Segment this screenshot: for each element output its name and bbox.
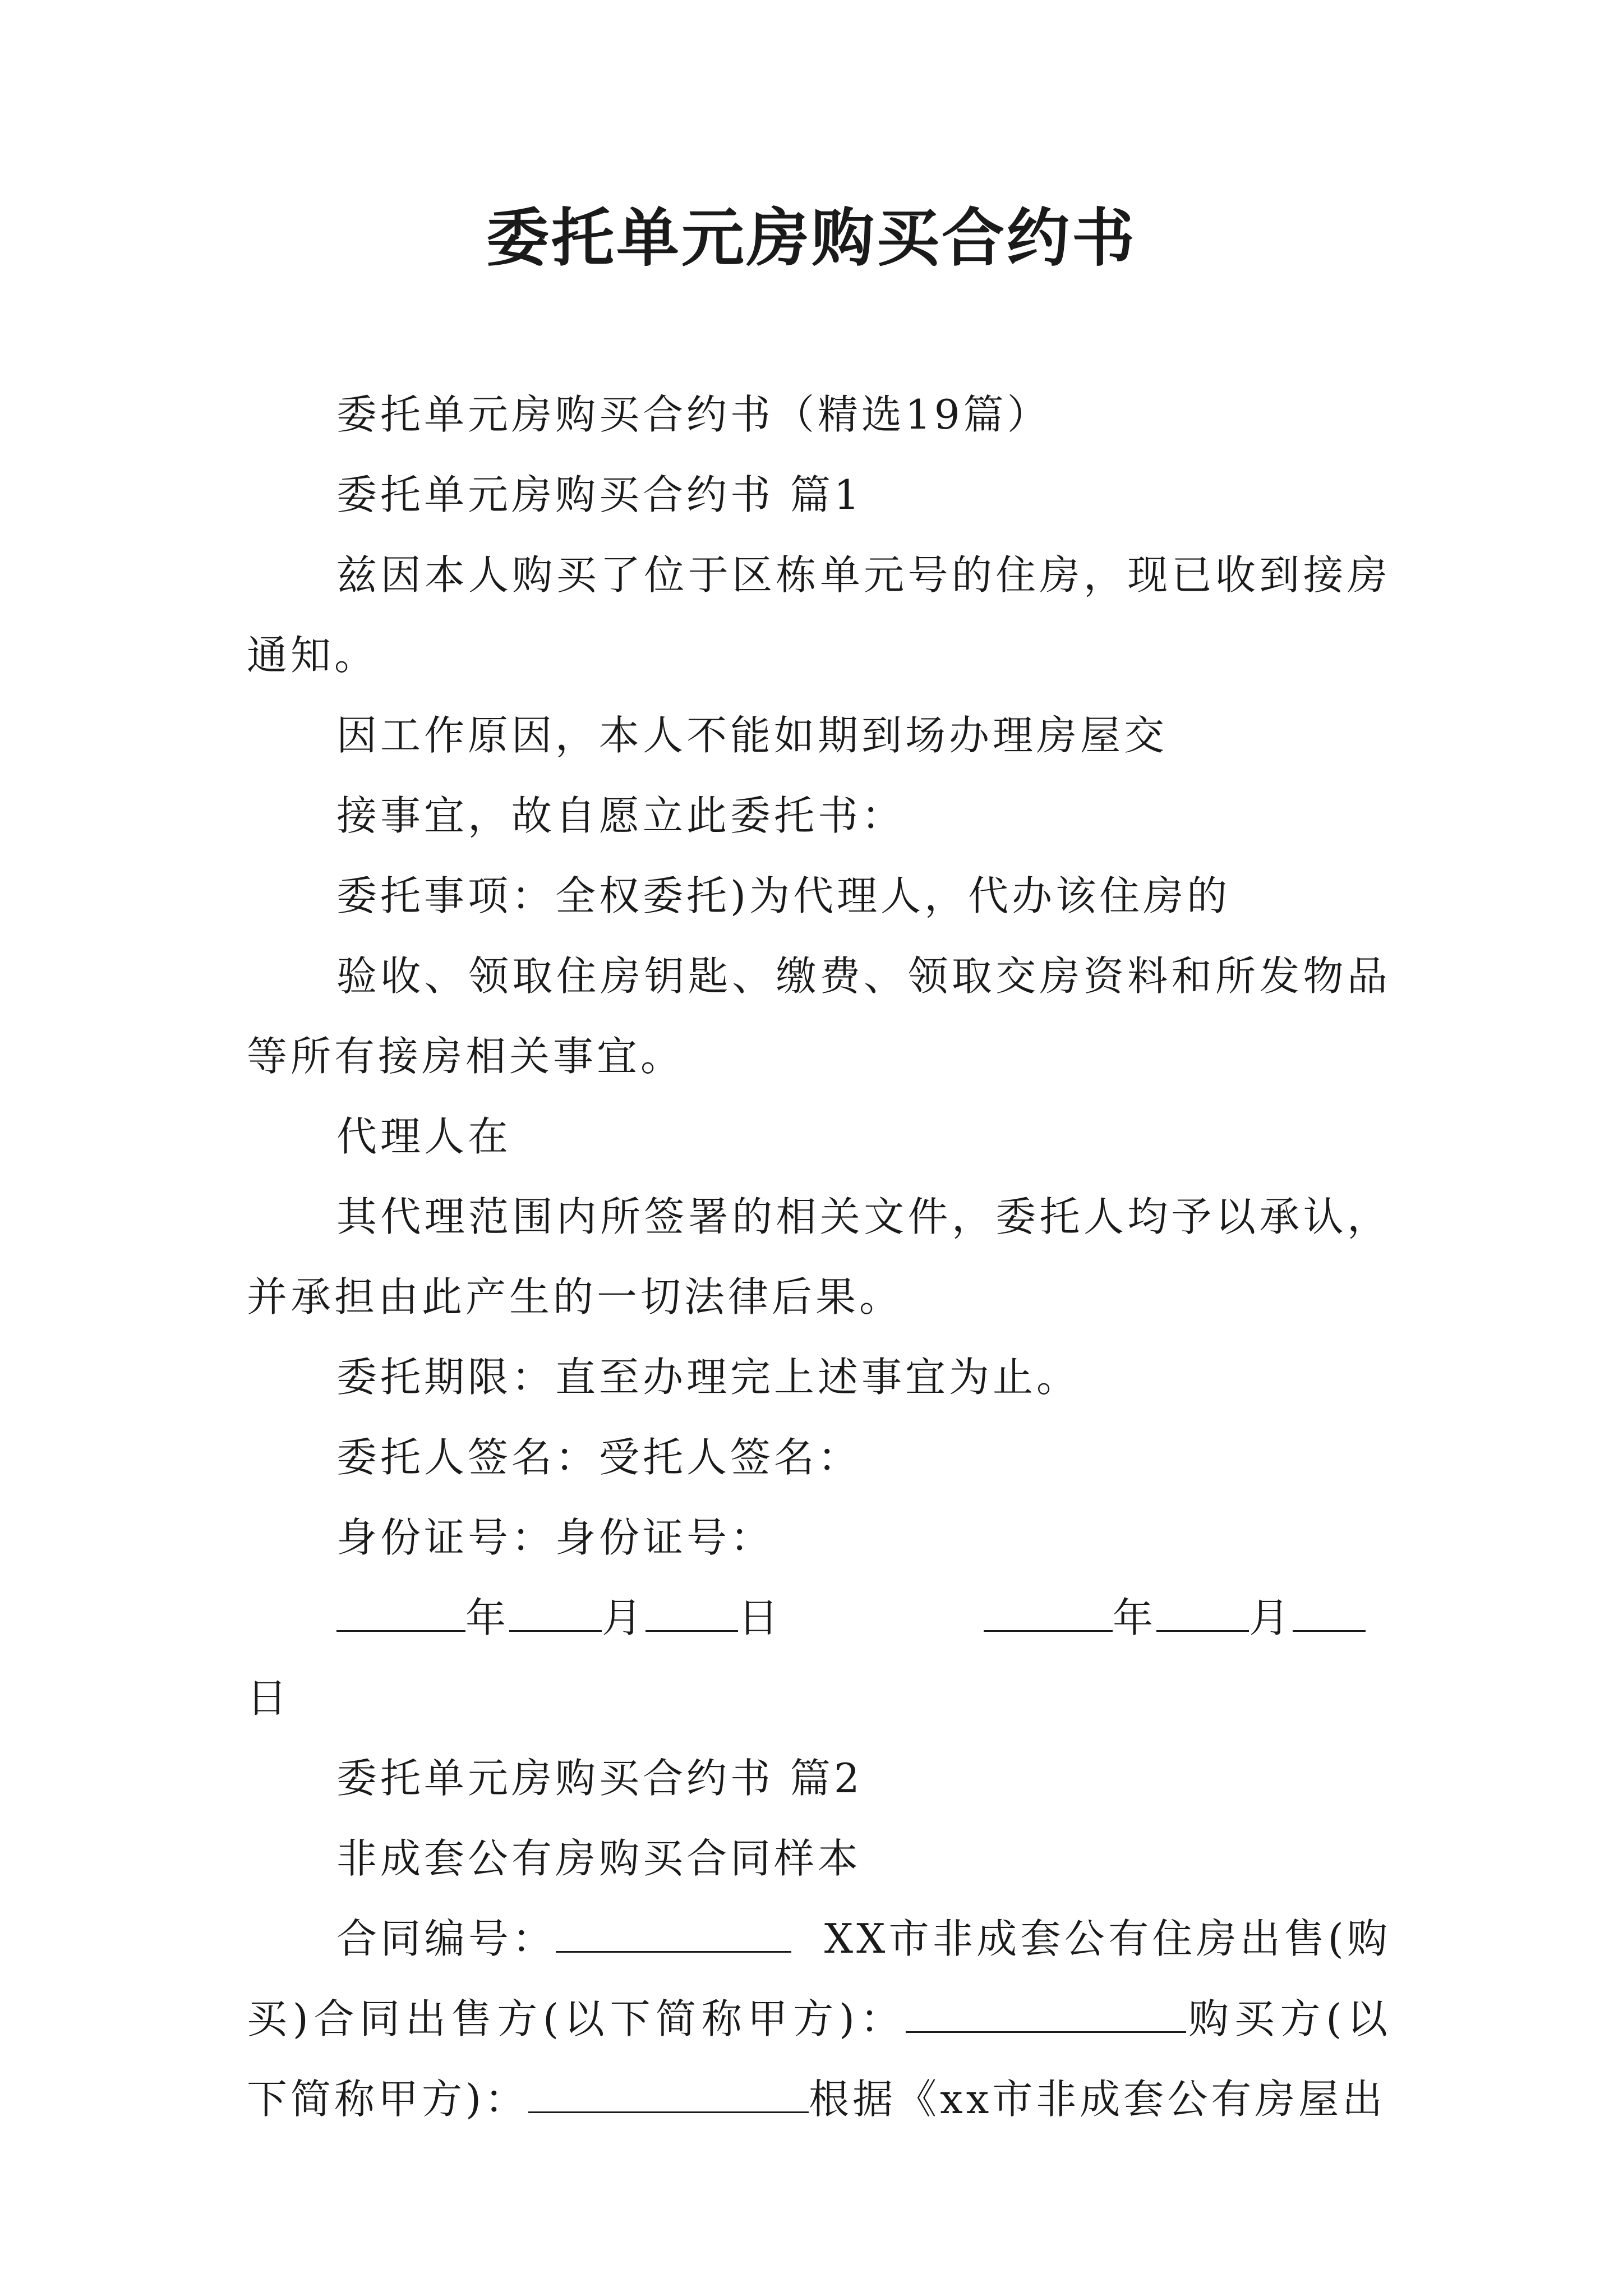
- contract-text-a: XX市非成套公有住房出售(购买)合同出售方(以下简称甲方)：: [247, 1915, 1391, 2042]
- contract-number-label: 合同编号：: [336, 1915, 556, 1962]
- section-1-heading: 委托单元房购买合约书 篇1: [336, 471, 863, 518]
- section-2-heading: 委托单元房购买合约书 篇2: [336, 1755, 863, 1802]
- paragraph-6: 代理人在: [336, 1113, 512, 1160]
- paragraph-7: 其代理范围内所签署的相关文件，委托人均予以承认，并承担由此产生的一切法律后果。: [247, 1193, 1391, 1320]
- paragraph-3: 接事宜，故自愿立此委托书：: [336, 792, 906, 839]
- blank-day-2: [1293, 1588, 1366, 1632]
- blank-year-2: [984, 1588, 1113, 1632]
- blank-contract-number: [556, 1908, 791, 1953]
- paragraph-4: 委托事项：全权委托)为代理人，代办该住房的: [336, 872, 1231, 919]
- paragraph-2: 因工作原因，本人不能如期到场办理房屋交: [336, 712, 1168, 759]
- paragraph-5: 验收、领取住房钥匙、缴费、领取交房资料和所发物品等所有接房相关事宜。: [247, 953, 1391, 1080]
- paragraph-11: 非成套公有房购买合同样本: [336, 1835, 862, 1882]
- paragraph-10: 身份证号：身份证号：: [336, 1514, 774, 1561]
- date-month-label-2: 月: [1249, 1594, 1293, 1641]
- paragraph-9: 委托人签名：受托人签名：: [336, 1434, 862, 1481]
- paragraph-8: 委托期限：直至办理完上述事宜为止。: [336, 1354, 1081, 1401]
- blank-day-1: [645, 1588, 738, 1632]
- date-year-label-1: 年: [465, 1594, 510, 1641]
- paragraph-1: 兹因本人购买了位于区栋单元号的住房，现已收到接房通知。: [247, 551, 1391, 679]
- date-day-label-1: 日: [738, 1594, 782, 1641]
- document-body: [247, 375, 1391, 2139]
- blank-buyer: [528, 2069, 809, 2113]
- blank-year-1: [336, 1588, 465, 1632]
- document-title: 委托单元房购买合约书: [486, 201, 1137, 275]
- contract-text-b: 购买方(以下简称甲方)：: [247, 1995, 1391, 2123]
- blank-month-2: [1156, 1588, 1249, 1632]
- contract-paragraph: [247, 1899, 1391, 2139]
- date-month-label-1: 月: [602, 1594, 646, 1641]
- blank-seller: [906, 1989, 1186, 2033]
- contract-text-c: 根据《xx市非成套公有房屋出: [809, 2076, 1386, 2123]
- date-year-label-2: 年: [1113, 1594, 1157, 1641]
- document-subtitle: 委托单元房购买合约书（精选19篇）: [336, 391, 1051, 438]
- blank-month-1: [509, 1588, 602, 1632]
- signature-date-line: [247, 1578, 1391, 1658]
- date-day-label-2: 日: [247, 1674, 291, 1722]
